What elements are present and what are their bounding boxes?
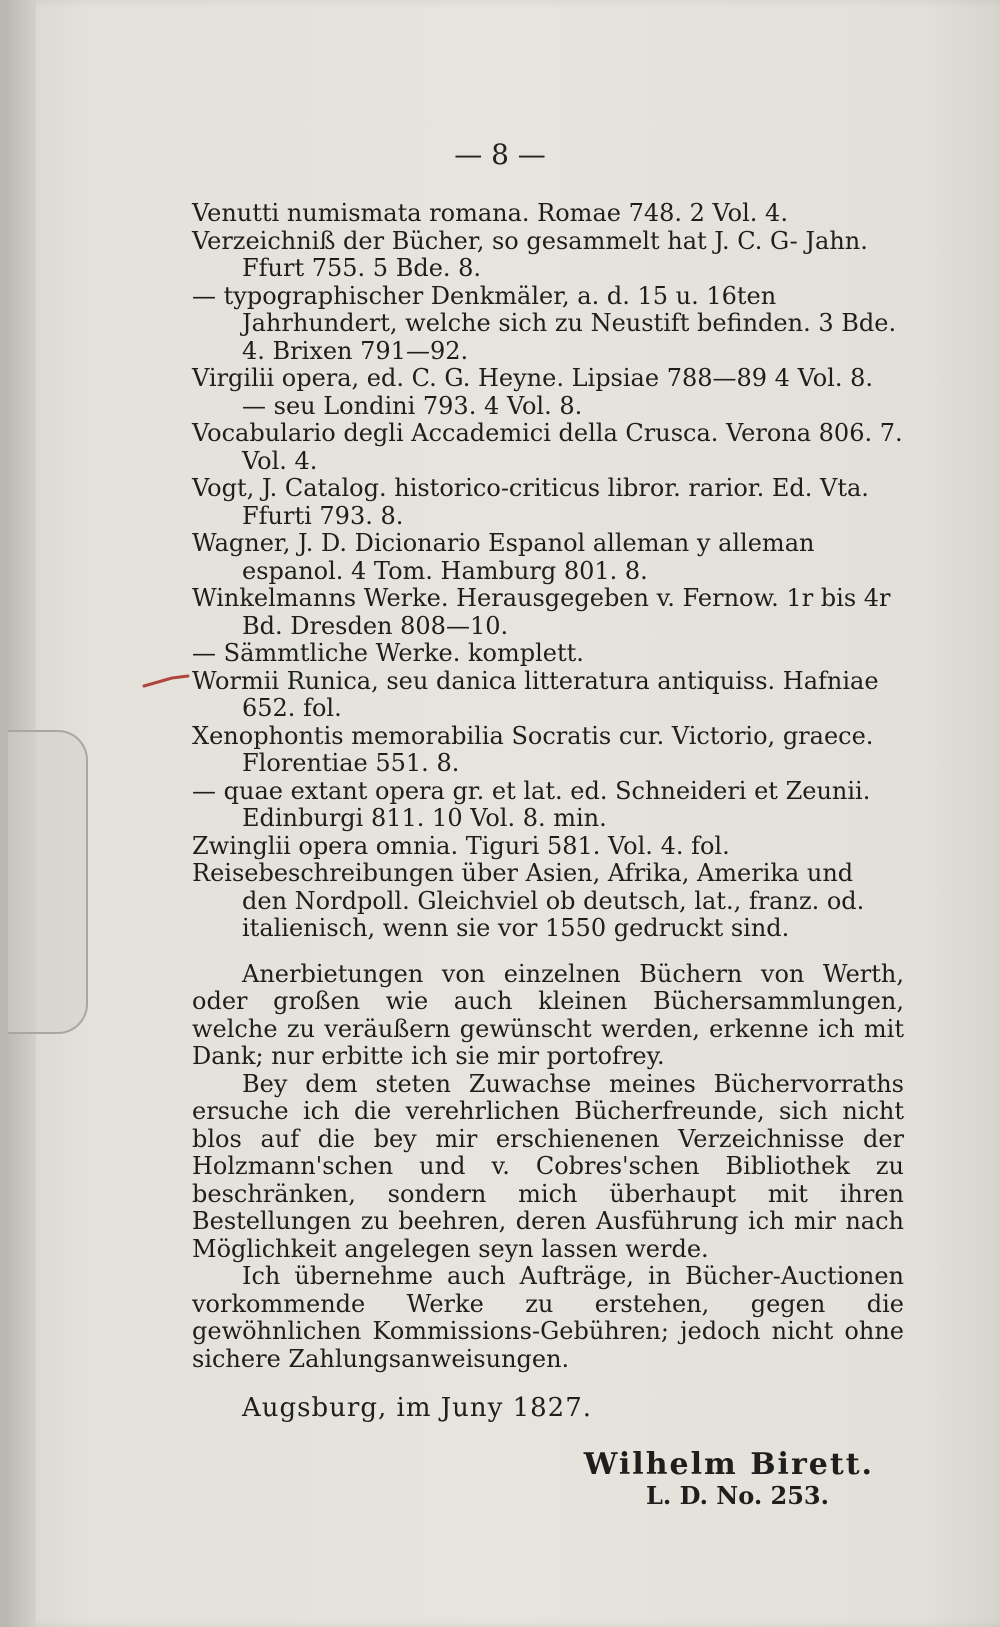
notice-paragraph: Anerbietungen von einzelnen Büchern von Werth, oder großen wie auch kleinen Büchersammlungen, welche zu veräußern gewünscht werden, erkenne ich mit Dank; nur erbitte ich sie mir portofrey.	[192, 959, 904, 1070]
catalog-entry: Virgilii opera, ed. C. G. Heyne. Lipsiae 788—89 4 Vol. 8. — seu Londini 793. 4 Vol. 8.	[192, 364, 873, 420]
catalog-entry: Vogt, J. Catalog. historico-criticus libror. rarior. Ed. Vta. Ffurti 793. 8.	[192, 474, 869, 530]
catalog-entry: Xenophontis memorabilia Socratis cur. Victorio, graece. Florentiae 551. 8.	[192, 721, 874, 777]
catalog-entry: — Sämmtliche Werke. komplett.	[192, 639, 584, 667]
place-date: Augsburg, im Juny 1827.	[242, 1393, 593, 1423]
page-content	[192, 200, 904, 1510]
catalog-entry: Winkelmanns Werke. Herausgegeben v. Fernow. 1r bis 4r Bd. Dresden 808—10.	[192, 584, 891, 640]
catalog-entry: Verzeichniß der Bücher, so gesammelt hat J. C. G- Jahn. Ffurt 755. 5 Bde. 8.	[192, 226, 868, 282]
page-clip	[8, 730, 88, 1034]
pencil-mark	[142, 668, 190, 690]
reference-number: L. D. No. 253.	[646, 1481, 829, 1510]
catalog-entry: Vocabulario degli Accademici della Crusca. Verona 806. 7. Vol. 4.	[192, 419, 903, 475]
page-number: — 8 —	[454, 138, 546, 171]
notice-paragraph: Bey dem steten Zuwachse meines Büchervorraths ersuche ich die verehrlichen Bücherfreunde, sich nicht blos auf die bey mir erschienenen Verzeichnisse der Holzmann'schen und v. Cobres'schen Bibliothek zu beschränken, sondern mich überhaupt mit ihren Bestellungen zu beehren, deren Ausführung ich mir nach Möglichkeit angelegen seyn lassen werde.	[192, 1069, 904, 1263]
catalog-entry: Venutti numismata romana. Romae 748. 2 Vol. 4.	[192, 199, 788, 227]
catalog-entry: Wagner, J. D. Dicionario Espanol alleman y alleman espanol. 4 Tom. Hamburg 801. 8.	[192, 529, 815, 585]
signature: Wilhelm Birett.	[583, 1446, 874, 1482]
catalog-entry: Zwinglii opera omnia. Tiguri 581. Vol. 4. fol.	[192, 831, 730, 860]
notice-paragraph: Ich übernehme auch Aufträge, in Bücher-Auctionen vorkommende Werke zu erstehen, gegen die gewöhnlichen Kommissions-Gebühren; jedoch nicht ohne sichere Zahlungsanweisungen.	[192, 1262, 904, 1373]
catalog-entry: — quae extant opera gr. et lat. ed. Schneideri et Zeunii. Edinburgi 811. 10 Vol. 8. min.	[192, 776, 871, 832]
catalog-entry: Wormii Runica, seu danica litteratura antiquiss. Hafniae 652. fol.	[192, 666, 879, 722]
catalog-entry: — typographischer Denkmäler, a. d. 15 u. 16ten Jahrhundert, welche sich zu Neustift befinden. 3 Bde. 4. Brixen 791—92.	[192, 281, 897, 365]
catalog-entry: Reisebeschreibungen über Asien, Afrika, Amerika und den Nordpoll. Gleichviel ob deutsch, lat., franz. od. italienisch, wenn sie vor 1550 gedruckt sind.	[192, 859, 865, 942]
